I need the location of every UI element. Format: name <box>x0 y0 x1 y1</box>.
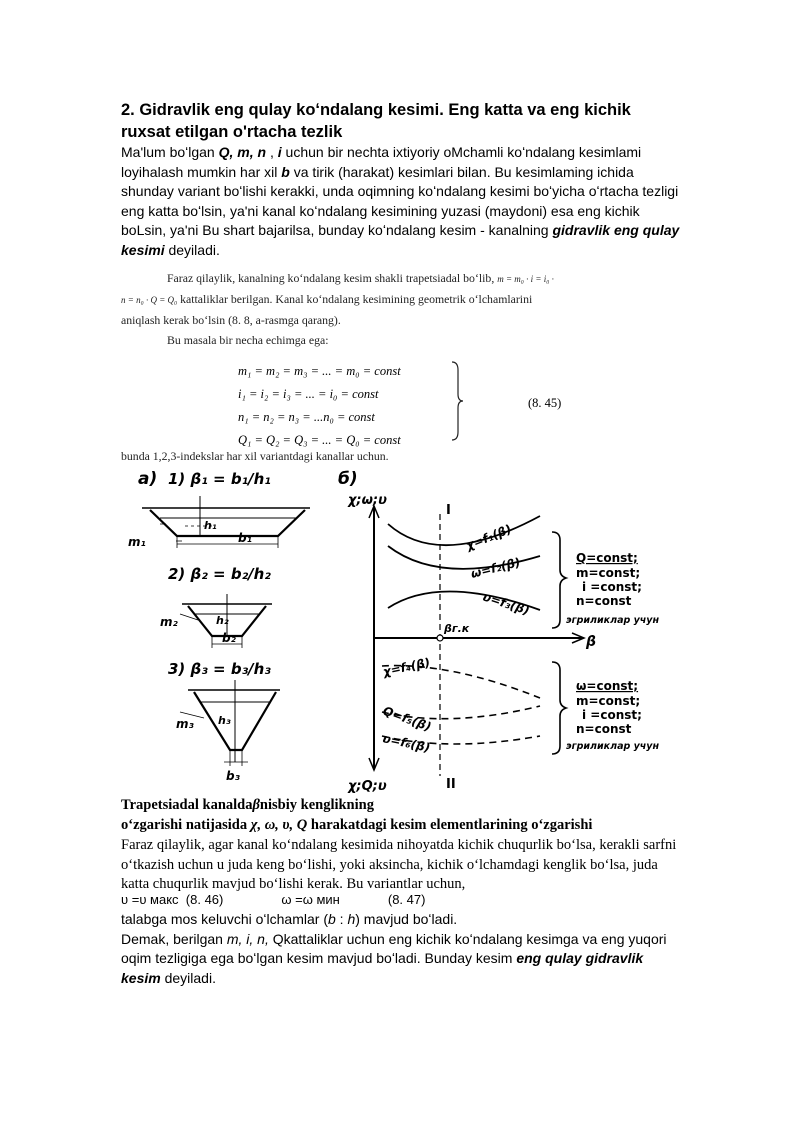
formula-number: (8. 46) <box>185 892 224 907</box>
lower-curves <box>382 666 540 744</box>
curve2-label: ω=f₂(β) <box>469 555 522 581</box>
body-variable-h: h <box>347 911 356 927</box>
caption-text: nisbiy kenglikning <box>259 797 374 813</box>
axis-label-beta: β <box>586 634 597 650</box>
body-text: ) mavjud boʻladi. <box>355 911 458 927</box>
upper-brace <box>552 532 566 628</box>
scan-line: kattaliklar berilgan. Kanal koʻndalang kesimining geometrik oʻlchamlarini <box>180 292 533 306</box>
caption-beta: β <box>252 797 260 813</box>
equation-row: Q₁ = Q₂ = Q₃ = ... = Q₀ = const <box>238 433 401 447</box>
equation-system <box>238 360 468 452</box>
group2-line: n=const <box>576 722 632 736</box>
group1-line: Q=const; <box>576 551 638 565</box>
intro-paragraph <box>121 143 681 261</box>
body-text: Qkattaliklar uchun eng kichik koʻndalang kesimga va eng yuqori oqim tezligiga ega boʻlgan kesim mavjud boʻladi. Bunday kesim <box>121 930 667 967</box>
body-text: deyiladi. <box>160 969 216 986</box>
h1-label: h₁ <box>204 519 217 532</box>
group1-line: n=const <box>576 594 632 608</box>
m1-label: m₁ <box>128 535 146 549</box>
channel-figure <box>120 466 680 796</box>
equation-number: (8. 45) <box>528 396 562 410</box>
beta3-formula: 3) β₃ = b₃/h₃ <box>168 660 271 678</box>
group1-line: i =const; <box>582 580 642 594</box>
inline-equation: m = m₀ · i = i₀ · <box>497 274 554 284</box>
intro-text: , <box>266 144 278 160</box>
figure-label-b: б) <box>338 469 358 489</box>
lower-brace <box>552 662 566 754</box>
curve3-label: υ=f₃(β) <box>481 589 532 618</box>
inline-equation: n = n₀ · Q = Q₀ <box>121 295 178 305</box>
intro-variable-b: b <box>281 163 290 180</box>
scan-note: bunda 1,2,3-indekslar har xil variantdagi kanallar uchun. <box>121 449 389 463</box>
curve4-label: χ=f₄(β) <box>381 655 432 679</box>
curve5-label: Q=f₅(β) <box>380 703 434 735</box>
scan-line: Bu masala bir necha echimga ega: <box>167 333 329 347</box>
body-variable-b: b <box>327 911 336 927</box>
intro-text: deyiladi. <box>164 241 220 258</box>
body-text: talabga mos keluvchi oʻlchamlar ( <box>121 911 328 927</box>
beta1-formula: 1) β₁ = b₁/h₁ <box>168 470 271 488</box>
axis-label-top: χ;ω;υ <box>348 493 387 508</box>
roman-two-label: II <box>446 777 456 792</box>
h3-label: h₃ <box>218 714 231 727</box>
figure-caption <box>121 795 681 835</box>
beta-optimal-label: βг.к <box>444 622 470 635</box>
figure-label-a: a) <box>138 469 158 489</box>
b2-label: b₂ <box>222 631 236 645</box>
equation-row: i₁ = i₂ = i₃ = ... = i₀ = const <box>238 387 379 401</box>
formula-velocity-max: υ =υ макс <box>121 892 179 907</box>
b3-label: b₃ <box>226 769 240 783</box>
intro-variable-i: i <box>277 144 282 160</box>
intro-text: Ma'lum boʻlgan <box>121 144 219 160</box>
section-heading: 2. Gidravlik eng qulay koʻndalang kesimi. Eng katta va eng kichik ruxsat etilgan o'rtacha tezlik <box>121 101 631 141</box>
formula-number: (8. 47) <box>387 892 426 907</box>
body-paragraph-2: Faraz qilaylik, agar kanal koʻndalang kesimida nihoyatda kichik chuqurlik boʻlsa, kerakli sarfni oʻtkazish uchun u juda keng boʻlishi, yoki aksincha, kichik oʻlchamdagi kenglik boʻlsa, juda katta chuqurlik mavjud boʻlishi kerak. Bu variantlar uchun, <box>121 837 677 893</box>
intro-text: va tirik (harakat) kesimlari bilan. Bu kesimlaming ichida shunday variant boʻlishi kerakki, unda oqimning koʻndalang kesimi boʻyicha oʻrtacha tezligi eng katta boʻlsin, ya'ni kanal koʻndalang kesimining yuzasi (maydoni) esa eng kichik boLsin, ya'ni Bu shart bajarilsa, bunday koʻndalang kesim - kanalning <box>121 163 679 239</box>
caption-variables: χ, ω, υ, Q <box>250 817 308 833</box>
right-brace <box>450 360 464 442</box>
intro-text: uchun bir nechta ixtiyoriy oMchamli koʻndalang kesimlami loyihalash mumkin har xil <box>121 144 642 180</box>
scan-line: Faraz qilaylik, kanalning koʻndalang kesim shakli trapetsiadal boʻlib, <box>167 271 495 285</box>
curve6-label: υ=f₆(β) <box>381 731 432 755</box>
m2-label: m₂ <box>160 615 178 629</box>
scanned-paragraph <box>121 268 681 350</box>
intro-variables: Q, m, n <box>218 144 267 160</box>
trapezoid-channel-1 <box>128 496 310 549</box>
body-key-term: eng qulay gidravlik kesim <box>121 950 644 986</box>
body-variables: m, i, n, <box>226 930 269 947</box>
group2-line: ω=const; <box>576 679 639 693</box>
b1-label: b₁ <box>238 531 252 545</box>
group1-note: эгриликлар учун <box>566 615 660 626</box>
trapezoid-channel-3 <box>176 680 280 783</box>
h2-label: h₂ <box>216 614 229 627</box>
group2-note: эгриликлар учун <box>566 741 660 752</box>
caption-text: oʻzgarishi natijasida <box>121 817 251 833</box>
beta2-formula: 2) β₂ = b₂/h₂ <box>168 565 271 583</box>
caption-text: Trapetsiadal kanalda <box>121 797 253 813</box>
trapezoid-channel-2 <box>160 594 272 648</box>
formula-line <box>121 891 681 909</box>
scan-line: aniqlash kerak boʻlsin (8. 8, a-rasmga qarang). <box>121 313 341 327</box>
group1-line: m=const; <box>576 566 641 580</box>
axis-label-bottom: χ;Q;υ <box>348 779 387 794</box>
body-text: : <box>335 911 348 927</box>
roman-one-label: I <box>446 503 451 518</box>
group2-line: i =const; <box>582 708 642 722</box>
curve1-label: χ=f₁(β) <box>463 521 514 553</box>
caption-text: harakatdagi kesim elementlarining oʻzgarishi <box>307 817 593 833</box>
body-text: Demak, berilgan <box>121 930 227 947</box>
equation-row: m₁ = m₂ = m₃ = ... = m₀ = const <box>238 364 401 378</box>
intro-key-term: gidravlik eng qulay kesimi <box>121 222 680 258</box>
m3-label: m₃ <box>176 717 194 731</box>
equation-row: n₁ = n₂ = n₃ = ...n₀ = const <box>238 410 375 424</box>
formula-area-min: ω =ω мин <box>281 892 340 907</box>
group2-line: m=const; <box>576 694 641 708</box>
body-paragraph-3 <box>121 910 681 988</box>
